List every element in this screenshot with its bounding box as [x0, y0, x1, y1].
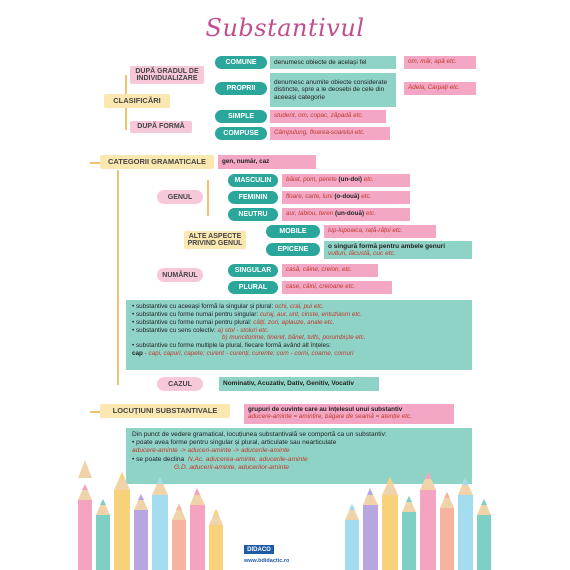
comune-desc: denumesc obiecte de același fel — [270, 56, 396, 69]
clasificari-label: CLASIFICĂRI — [104, 94, 170, 108]
categorii-list: gen, număr, caz — [218, 155, 316, 169]
feminin-pill: FEMININ — [228, 191, 278, 204]
connector — [117, 170, 119, 385]
categorii-label: CATEGORII GRAMATICALE — [100, 155, 214, 169]
genul-pill: GENUL — [157, 190, 203, 204]
alte-aspecte-label: ALTE ASPECTE PRIVIND GENUL — [184, 231, 246, 249]
proprii-desc: denumesc anumite obiecte considerate distincte, spre a le deosebi de cele din aceeași categorie — [270, 73, 396, 107]
cazuri-list: Nominativ, Acuzativ, Dativ, Genitiv, Vocativ — [219, 377, 379, 391]
panel-line: • se poate declina N.Ac. aducerea-aminte, aducerile-aminte — [132, 455, 308, 463]
compuse-example: Câmpulung, floarea-soarelui etc. — [270, 127, 390, 140]
simple-pill: SIMPLE — [215, 110, 267, 123]
neutru-pill: NEUTRU — [228, 208, 278, 221]
cazul-pill: CAZUL — [157, 377, 203, 391]
singular-example: casă, câine, creion, etc. — [282, 264, 378, 277]
panel-line: • poate avea forme pentru singular și plural, articulate sau nearticulate — [132, 439, 337, 447]
panel-line: aducere-aminte -> aduceri-aminte -> aducerile-aminte — [132, 447, 290, 455]
connector — [207, 180, 209, 216]
numarul-pill: NUMĂRUL — [157, 268, 203, 282]
panel-line: • substantive cu aceeași formă la singular și plural: ochi, crai, pui etc. — [132, 303, 324, 310]
mobile-example: lup-lupoaica, rață-rățoi etc. — [324, 225, 436, 238]
masculin-pill: MASCULIN — [228, 174, 278, 187]
neutru-example: aur, tablou, teren (un-două) etc. — [282, 208, 410, 221]
dupa-forma-label: DUPĂ FORMĂ — [130, 121, 192, 133]
epicene-pill: EPICENE — [266, 243, 320, 256]
panel-line: • substantive cu forme multiple la plural, fiecare formă având alt înțeles: — [132, 342, 331, 350]
comune-pill: COMUNE — [215, 56, 267, 69]
panel-line: • substantive cu sens colectiv: a) stol - stoluri etc. — [132, 326, 269, 334]
panel-line: • substantive cu forme numai pentru plural: câlți, zori, aplauze, anale etc. — [132, 318, 335, 326]
mobile-pill: MOBILE — [266, 225, 320, 238]
page-title: Substantivul — [205, 14, 365, 42]
comune-example: om, măr, apă etc. — [404, 56, 476, 69]
singular-pill: SINGULAR — [228, 264, 278, 277]
panel-line: G.D. aducerii-aminte, aducerilor-aminte — [174, 463, 289, 471]
locutiuni-label: LOCUȚIUNI SUBSTANTIVALE — [100, 404, 230, 418]
masculin-example: băiat, pom, perete (un-doi) etc. — [282, 174, 410, 187]
panel-line: cap - capi, capuri, capete; curent - curenți, curente; corn - corni, coarne, cornuri — [132, 350, 354, 358]
panel-line: b) muncitorime, tineret, bănet, tulfs, porumbiște etc. — [222, 334, 366, 342]
compuse-pill: COMPUSE — [215, 127, 267, 140]
panel-line: • substantive cu forme numai pentru singular: curaj, aur, unt, cinste, entuziasm etc. — [132, 310, 363, 318]
numar-panel — [126, 300, 472, 370]
proprii-example: Adela, Carpați etc. — [404, 82, 476, 95]
simple-example: student, om, copac, zăpadă etc. — [270, 110, 386, 123]
epicene-desc: o singură formă pentru ambele genuri vulturi, lăcustă, cuc etc. — [324, 241, 472, 259]
footer-url: www.bdidactic.ro — [244, 558, 290, 564]
plural-pill: PLURAL — [228, 281, 278, 294]
brand-logo: DIDACO — [244, 545, 274, 554]
feminin-example: floare, carte, luni (o-două) etc. — [282, 191, 410, 204]
panel-line: Din punct de vedere gramatical, locuțiunea substantivală se comportă ca un substantiv: — [132, 431, 387, 438]
dupa-grad-label: DUPĂ GRADUL DE INDIVIDUALIZARE — [130, 66, 204, 84]
proprii-pill: PROPRII — [215, 82, 267, 95]
locutiuni-desc: grupuri de cuvinte care au înțelesul unui substantiv aducere-aminte = amintire, băgare de seamă = atenție etc. — [244, 404, 454, 424]
plural-example: case, câini, creioane etc. — [282, 281, 392, 294]
